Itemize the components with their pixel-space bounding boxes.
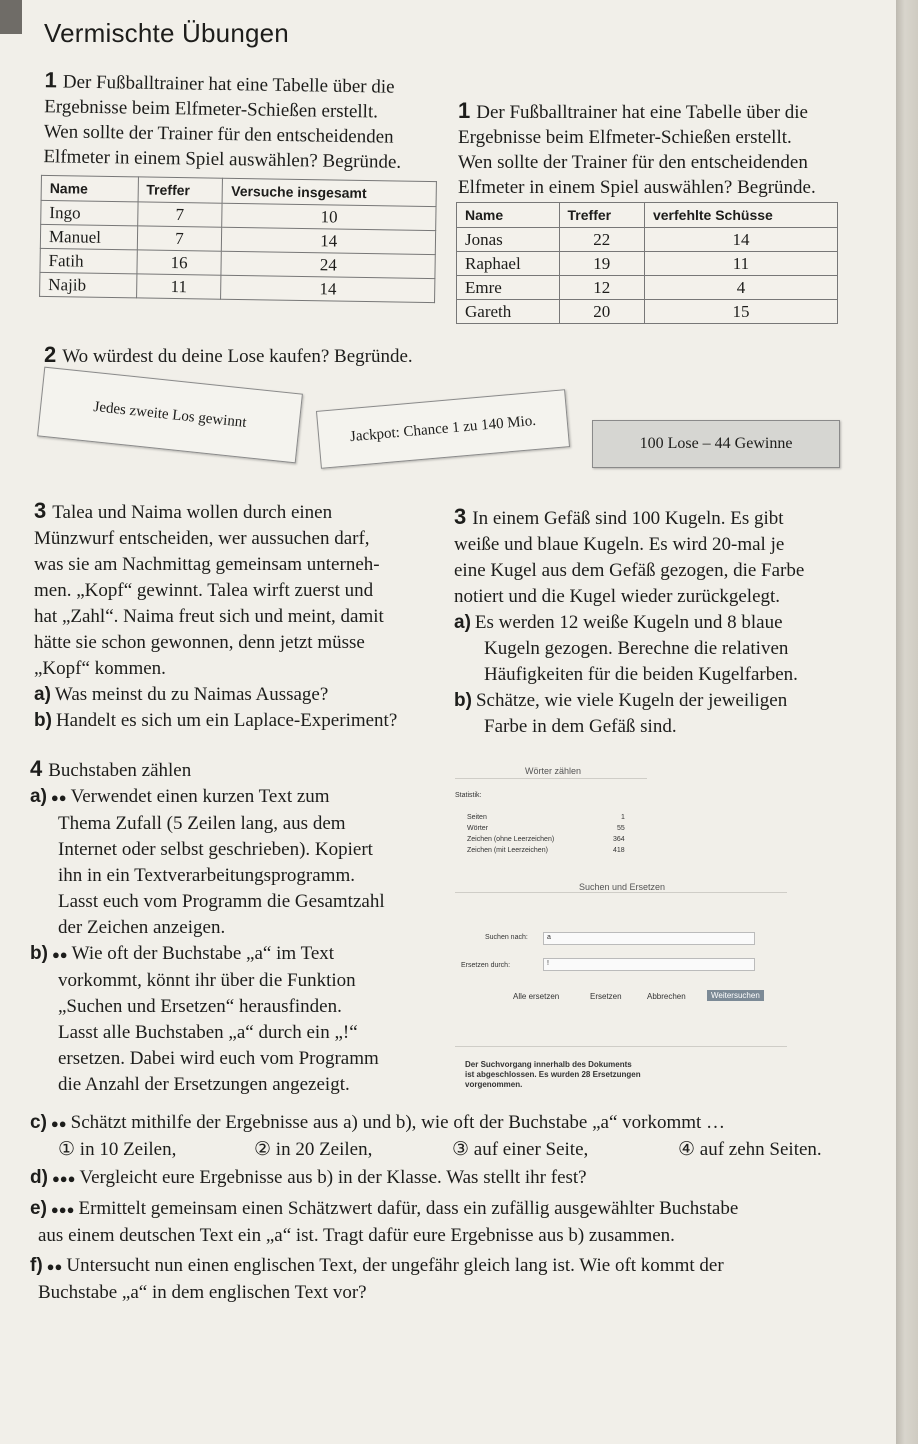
text-line: notiert und die Kugel wieder zurückgelegt. xyxy=(454,586,781,607)
text-line: hätte sie schon gewonnen, denn jetzt müsse xyxy=(34,632,365,653)
option xyxy=(58,1137,254,1163)
ex3-left xyxy=(34,498,454,734)
table-cell: Fatih xyxy=(40,248,137,274)
text-line: Wie oft der Buchstabe „a“ im Text xyxy=(71,943,335,964)
text-line: Handelt es sich um ein Laplace-Experiment? xyxy=(55,710,398,731)
ex1-right-text xyxy=(458,98,816,200)
text-line: Ermittelt gemeinsam einen Schätzwert dafür, dass ein zufällig ausgewählter Buchstabe xyxy=(78,1198,739,1219)
stats-label: Statistik: xyxy=(455,792,482,799)
text-line: eine Kugel aus dem Gefäß gezogen, die Farbe xyxy=(454,560,805,581)
cancel-button[interactable]: Abbrechen xyxy=(647,992,686,1001)
table-row xyxy=(40,272,435,302)
text-line: Untersucht nun einen englischen Text, der ungefähr gleich lang ist. Wie oft kommt der xyxy=(66,1255,724,1276)
table-cell: Najib xyxy=(40,272,137,298)
text-line: Internet oder selbst geschrieben). Kopiert xyxy=(58,839,373,860)
text-line: Schätzt mithilfe der Ergebnisse aus a) und b), wie oft der Buchstabe „a“ vorkommt … xyxy=(70,1112,726,1133)
item-label: e) xyxy=(30,1198,47,1219)
search-value: a xyxy=(547,934,551,941)
text-line: vorkommt, könnt ihr über die Funktion xyxy=(58,970,356,991)
text-line: weiße und blaue Kugeln. Es wird 20-mal je xyxy=(454,534,785,555)
lottery-card-2: Jackpot: Chance 1 zu 140 Mio. xyxy=(316,389,570,469)
option xyxy=(254,1137,452,1163)
ex2-question: Wo würdest du deine Lose kaufen? Begründe. xyxy=(62,346,413,367)
table-row xyxy=(457,228,838,252)
divider xyxy=(455,892,787,893)
text-line: auf einer Seite, xyxy=(473,1139,589,1160)
text-line: Was meinst du zu Naimas Aussage? xyxy=(54,684,329,705)
circled-number: ③ xyxy=(452,1139,470,1160)
text-line: men. „Kopf“ gewinnt. Talea wirft zuerst und xyxy=(34,580,374,601)
pair-work-icon: ●● xyxy=(50,790,67,805)
text-line: „Kopf“ kommen. xyxy=(34,658,166,679)
group-work-icon: ●●● xyxy=(50,1202,75,1217)
result-message: ist abgeschlossen. Es wurden 28 Ersetzungen xyxy=(465,1070,641,1079)
table-cell: 24 xyxy=(221,251,435,278)
stat-value: 364 xyxy=(613,836,625,843)
stat-label: Wörter xyxy=(467,825,488,832)
item-label: f) xyxy=(30,1255,43,1276)
replace-input[interactable] xyxy=(543,958,755,971)
text-line: „Suchen und Ersetzen“ herausfinden. xyxy=(58,996,342,1017)
search-label: Suchen nach: xyxy=(485,934,528,941)
ex4-rest xyxy=(30,1110,890,1306)
table-cell: Manuel xyxy=(40,224,137,250)
divider xyxy=(455,778,647,779)
table-row xyxy=(457,300,838,324)
find-next-button[interactable]: Weitersuchen xyxy=(707,990,764,1001)
text-line: Es werden 12 weiße Kugeln und 8 blaue xyxy=(474,612,783,633)
ex2-text xyxy=(44,342,413,369)
text-line: Lasst alle Buchstaben „a“ durch ein „!“ xyxy=(58,1022,358,1043)
table-cell: 7 xyxy=(137,202,222,227)
ex1-left-table xyxy=(39,175,437,303)
lottery-card-1: Jedes zweite Los gewinnt xyxy=(37,367,303,464)
text-line: in 20 Zeilen, xyxy=(275,1139,373,1160)
table-cell: Emre xyxy=(457,276,560,300)
text-line: Wen sollte der Trainer für den entscheidenden xyxy=(458,152,808,173)
table-cell: 20 xyxy=(559,300,644,324)
table-cell: 7 xyxy=(137,226,222,251)
text-line: Häufigkeiten für die beiden Kugelfarben. xyxy=(484,664,798,685)
option xyxy=(452,1137,678,1163)
table-cell: 14 xyxy=(222,227,436,254)
ex1-right-table xyxy=(456,202,838,324)
ex3-right xyxy=(454,504,854,740)
text-line: Der Fußballtrainer hat eine Tabelle über die xyxy=(476,102,808,123)
text-line: Vergleicht eure Ergebnisse aus b) in der Klasse. Was stellt ihr fest? xyxy=(79,1167,587,1188)
table-cell: Ingo xyxy=(41,200,138,226)
option xyxy=(678,1137,822,1163)
text-line: Münzwurf entscheiden, wer aussuchen darf, xyxy=(34,528,370,549)
ex4-heading: Buchstaben zählen xyxy=(48,760,192,781)
ex1-right-number: 1 xyxy=(458,98,471,123)
table-cell: 15 xyxy=(644,300,837,324)
ex4-number: 4 xyxy=(30,756,43,781)
divider xyxy=(455,1046,787,1047)
text-line: Der Fußballtrainer hat eine Tabelle über die xyxy=(62,71,395,98)
text-line: hat „Zahl“. Naima freut sich und meint, damit xyxy=(34,606,384,627)
c-options xyxy=(30,1137,890,1163)
ex1-left-text xyxy=(43,67,402,175)
table-cell: 11 xyxy=(644,252,837,276)
text-line: Farbe in dem Gefäß sind. xyxy=(484,716,677,737)
ex3-left-number: 3 xyxy=(34,498,47,523)
result-message: Der Suchvorgang innerhalb des Dokuments xyxy=(465,1060,632,1069)
corner-mark xyxy=(0,0,22,34)
text-line: auf zehn Seiten. xyxy=(699,1139,822,1160)
pair-work-icon: ●● xyxy=(51,947,68,962)
text-line: Kugeln gezogen. Berechne die relativen xyxy=(484,638,789,659)
text-line: ihn in ein Textverarbeitungsprogramm. xyxy=(58,865,355,886)
result-message: vorgenommen. xyxy=(465,1080,523,1089)
table-header: Versuche insgesamt xyxy=(223,178,437,206)
page-edge xyxy=(896,0,918,1444)
text-line: Wen sollte der Trainer für den entscheidenden xyxy=(43,121,394,148)
table-header: Name xyxy=(41,175,138,202)
search-input[interactable] xyxy=(543,932,755,945)
text-line: Talea und Naima wollen durch einen xyxy=(52,502,333,523)
circled-number: ① xyxy=(58,1139,76,1160)
text-line: die Anzahl der Ersetzungen angezeigt. xyxy=(58,1074,350,1095)
word-count-dialog xyxy=(455,762,787,1092)
table-header: verfehlte Schüsse xyxy=(644,203,837,228)
table-header-row xyxy=(457,203,838,228)
item-label: b) xyxy=(454,690,472,711)
item-label: b) xyxy=(30,943,48,964)
text-line: der Zeichen anzeigen. xyxy=(58,917,226,938)
table-cell: 16 xyxy=(137,250,222,275)
pair-work-icon: ●● xyxy=(50,1116,67,1131)
text-line: in 10 Zeilen, xyxy=(79,1139,177,1160)
ex2-number: 2 xyxy=(44,342,57,367)
text-line: Ergebnisse beim Elfmeter-Schießen erstellt. xyxy=(458,127,792,148)
item-label: a) xyxy=(30,786,47,807)
text-line: Lasst euch vom Programm die Gesamtzahl xyxy=(58,891,385,912)
text-line: Elfmeter in einem Spiel auswählen? Begründe. xyxy=(43,146,402,173)
dialog-title: Wörter zählen xyxy=(525,766,582,776)
table-cell: Jonas xyxy=(457,228,560,252)
table-header: Treffer xyxy=(138,177,223,203)
text-line: In einem Gefäß sind 100 Kugeln. Es gibt xyxy=(472,508,784,529)
stat-label: Zeichen (mit Leerzeichen) xyxy=(467,847,548,854)
lottery-card-3: 100 Lose – 44 Gewinne xyxy=(592,420,840,468)
text-line: Elfmeter in einem Spiel auswählen? Begründe. xyxy=(458,177,816,198)
replace-all-button[interactable]: Alle ersetzen xyxy=(513,992,560,1001)
item-label: b) xyxy=(34,710,52,731)
stat-label: Zeichen (ohne Leerzeichen) xyxy=(467,836,555,843)
text-line: was sie am Nachmittag gemeinsam unterneh- xyxy=(34,554,380,575)
circled-number: ④ xyxy=(678,1139,696,1160)
table-header: Treffer xyxy=(559,203,644,228)
text-line: aus einem deutschen Text ein „a“ ist. Tragt dafür eure Ergebnisse aus b) zusammen. xyxy=(38,1225,675,1246)
text-line: Buchstabe „a“ in dem englischen Text vor? xyxy=(38,1282,367,1303)
text-line: Schätze, wie viele Kugeln der jeweiligen xyxy=(475,690,788,711)
table-cell: 14 xyxy=(644,228,837,252)
table-cell: 4 xyxy=(644,276,837,300)
table-row xyxy=(457,276,838,300)
table-cell: Raphael xyxy=(457,252,560,276)
replace-value: ! xyxy=(547,960,549,967)
ex1-left-number: 1 xyxy=(44,67,58,93)
table-cell: 10 xyxy=(222,203,436,230)
item-label: a) xyxy=(454,612,471,633)
stat-value: 55 xyxy=(617,825,625,832)
stat-value: 418 xyxy=(613,847,625,854)
table-cell: 22 xyxy=(559,228,644,252)
search-dialog-title: Suchen und Ersetzen xyxy=(579,882,666,892)
text-line: Verwendet einen kurzen Text zum xyxy=(70,786,330,807)
text-line: ersetzen. Dabei wird euch vom Programm xyxy=(58,1048,379,1069)
ex4-left xyxy=(30,756,450,1098)
pair-work-icon: ●● xyxy=(46,1259,63,1274)
circled-number: ② xyxy=(254,1139,272,1160)
ex3-right-number: 3 xyxy=(454,504,467,529)
group-work-icon: ●●● xyxy=(51,1171,76,1186)
table-cell: Gareth xyxy=(457,300,560,324)
table-cell: 14 xyxy=(221,275,435,302)
replace-button[interactable]: Ersetzen xyxy=(590,992,622,1001)
page-title: Vermischte Übungen xyxy=(44,18,289,48)
text-line: Thema Zufall (5 Zeilen lang, aus dem xyxy=(58,813,346,834)
stat-label: Seiten xyxy=(467,814,487,821)
item-label: a) xyxy=(34,684,51,705)
table-cell: 11 xyxy=(136,274,221,299)
text-line: Ergebnisse beim Elfmeter-Schießen erstellt. xyxy=(44,96,379,123)
item-label: d) xyxy=(30,1167,48,1188)
table-cell: 19 xyxy=(559,252,644,276)
stat-value: 1 xyxy=(621,814,625,821)
replace-label: Ersetzen durch: xyxy=(461,962,511,969)
table-row xyxy=(457,252,838,276)
table-cell: 12 xyxy=(559,276,644,300)
table-header: Name xyxy=(457,203,560,228)
item-label: c) xyxy=(30,1112,47,1133)
